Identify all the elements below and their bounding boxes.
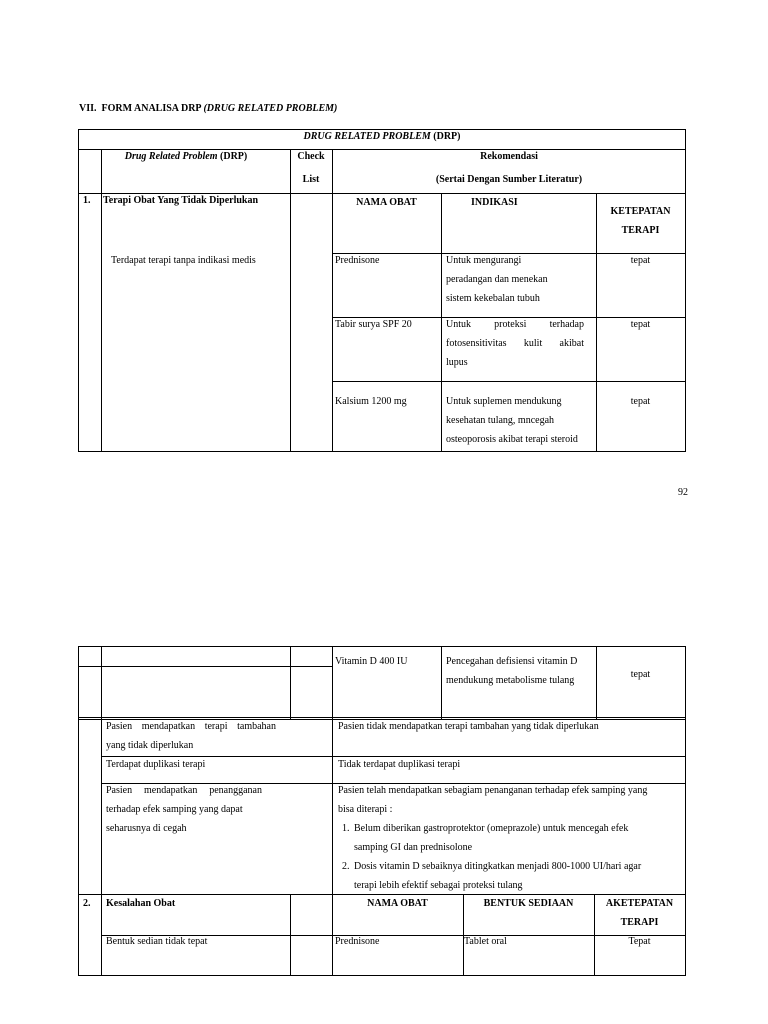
rule (78, 129, 79, 452)
problem-text: Pasien mendapatkan penangganan (106, 785, 262, 796)
col-nama-obat: NAMA OBAT (367, 898, 428, 909)
reko-text: bisa diterapi : (338, 804, 393, 815)
col-bentuk-sediaan: BENTUK SEDIAAN (483, 898, 574, 909)
drug-indication: sistem kekebalan tubuh (446, 293, 540, 304)
drug-status: tepat (630, 255, 651, 266)
col-terapi: TERAPI (620, 917, 659, 928)
reko-item-line: samping GI dan prednisolone (354, 842, 473, 853)
drug-name: Prednisone (335, 255, 380, 266)
row1-title: Terapi Obat Yang Tidak Diperlukan (103, 195, 259, 206)
drug-indication: peradangan dan menekan (446, 274, 548, 285)
rule (685, 646, 686, 976)
col-nama-obat: NAMA OBAT (356, 197, 417, 208)
row1-number: 1. (83, 195, 91, 206)
drug-indication: lupus (446, 357, 468, 368)
drug-indication: Pencegahan defisiensi vitamin D (446, 656, 578, 667)
problem-text: Pasien mendapatkan terapi tambahan (106, 721, 276, 732)
caption-italic: DRUG RELATED PROBLEM (303, 131, 431, 142)
drug-name: Kalsium 1200 mg (335, 396, 407, 407)
rule (441, 646, 442, 720)
rule (78, 451, 686, 452)
drug-status: tepat (630, 669, 651, 680)
reko-list-item (352, 819, 692, 857)
problem-text: Bentuk sedian tidak tepat (106, 936, 208, 947)
rule (101, 149, 102, 452)
dosage-form: Tablet oral (464, 936, 507, 947)
drug-name: Tabir surya SPF 20 (335, 319, 412, 330)
drug-indication: Untuk suplemen mendukung (446, 396, 562, 407)
rule (78, 646, 686, 647)
header-rekomendasi: Rekomendasi (480, 151, 538, 162)
row2-title: Kesalahan Obat (106, 898, 176, 909)
section-number: VII. (79, 103, 97, 114)
drug-indication: Untuk proteksi terhadap (446, 319, 584, 330)
reko-text: Pasien tidak mendapatkan terapi tambahan yang tidak diperlukan (338, 721, 599, 732)
drug-indication: mendukung metabolisme tulang (446, 675, 575, 686)
page-number: 92 (678, 487, 688, 498)
reko-item-line: terapi lebih efektif sebagai proteksi tulang (354, 880, 523, 891)
problem-text: terhadap efek samping yang dapat (106, 804, 243, 815)
header-drp-plain: (DRP) (220, 151, 248, 162)
problem-text: yang tidak diperlukan (106, 740, 194, 751)
drug-status: tepat (630, 396, 651, 407)
col-terapi: TERAPI (621, 225, 660, 236)
header-drp (101, 147, 271, 166)
drug-status: Tepat (628, 936, 651, 947)
drug-indication: osteoporosis akibat terapi steroid (446, 434, 578, 445)
section-title: FORM ANALISA DRP (101, 103, 201, 114)
reko-item-line: Belum diberikan gastroprotektor (omeprazole) untuk mencegah efek (354, 823, 629, 834)
col-aketepatan: AKETEPATAN (605, 898, 674, 909)
col-ketepatan: KETEPATAN (610, 206, 671, 217)
row2-number: 2. (83, 898, 91, 909)
reko-text: Pasien telah mendapatkan sebagiam penanganan terhadap efek samping yang (338, 785, 648, 796)
drug-indication: Untuk mengurangi (446, 255, 522, 266)
reko-list (336, 819, 692, 895)
rule (78, 646, 79, 976)
rule (290, 646, 291, 720)
problem-text: Terdapat duplikasi terapi (106, 759, 206, 770)
section-heading (79, 99, 337, 118)
col-indikasi: INDIKASI (471, 197, 518, 208)
section-title-italic: (DRUG RELATED PROBLEM) (203, 103, 338, 114)
drug-status: tepat (630, 319, 651, 330)
caption-plain: (DRP) (433, 131, 461, 142)
table-caption (78, 127, 686, 146)
rule (101, 646, 102, 976)
problem-text: seharusnya di cegah (106, 823, 187, 834)
rule (290, 149, 291, 452)
drug-indication: fotosensitivitas kulit akibat (446, 338, 584, 349)
rule (332, 719, 333, 895)
reko-item-line: Dosis vitamin D sebaiknya ditingkatkan menjadi 800-1000 UI/hari agar (354, 861, 642, 872)
rule (332, 646, 333, 720)
rule (332, 381, 686, 382)
header-list: List (302, 174, 320, 185)
header-rekomendasi-note: (Sertai Dengan Sumber Literatur) (435, 174, 583, 185)
header-check: Check (297, 151, 325, 162)
rule (78, 666, 332, 667)
rule (290, 894, 291, 976)
reko-text: Tidak terdapat duplikasi terapi (338, 759, 461, 770)
rule (441, 193, 442, 452)
drug-indication: kesehatan tulang, mncegah (446, 415, 555, 426)
drug-name: Vitamin D 400 IU (335, 656, 408, 667)
reko-list-item (352, 857, 692, 895)
drug-name: Prednisone (335, 936, 380, 947)
problem-text: Terdapat terapi tanpa indikasi medis (111, 255, 256, 266)
header-drp-italic: Drug Related Problem (124, 151, 218, 162)
